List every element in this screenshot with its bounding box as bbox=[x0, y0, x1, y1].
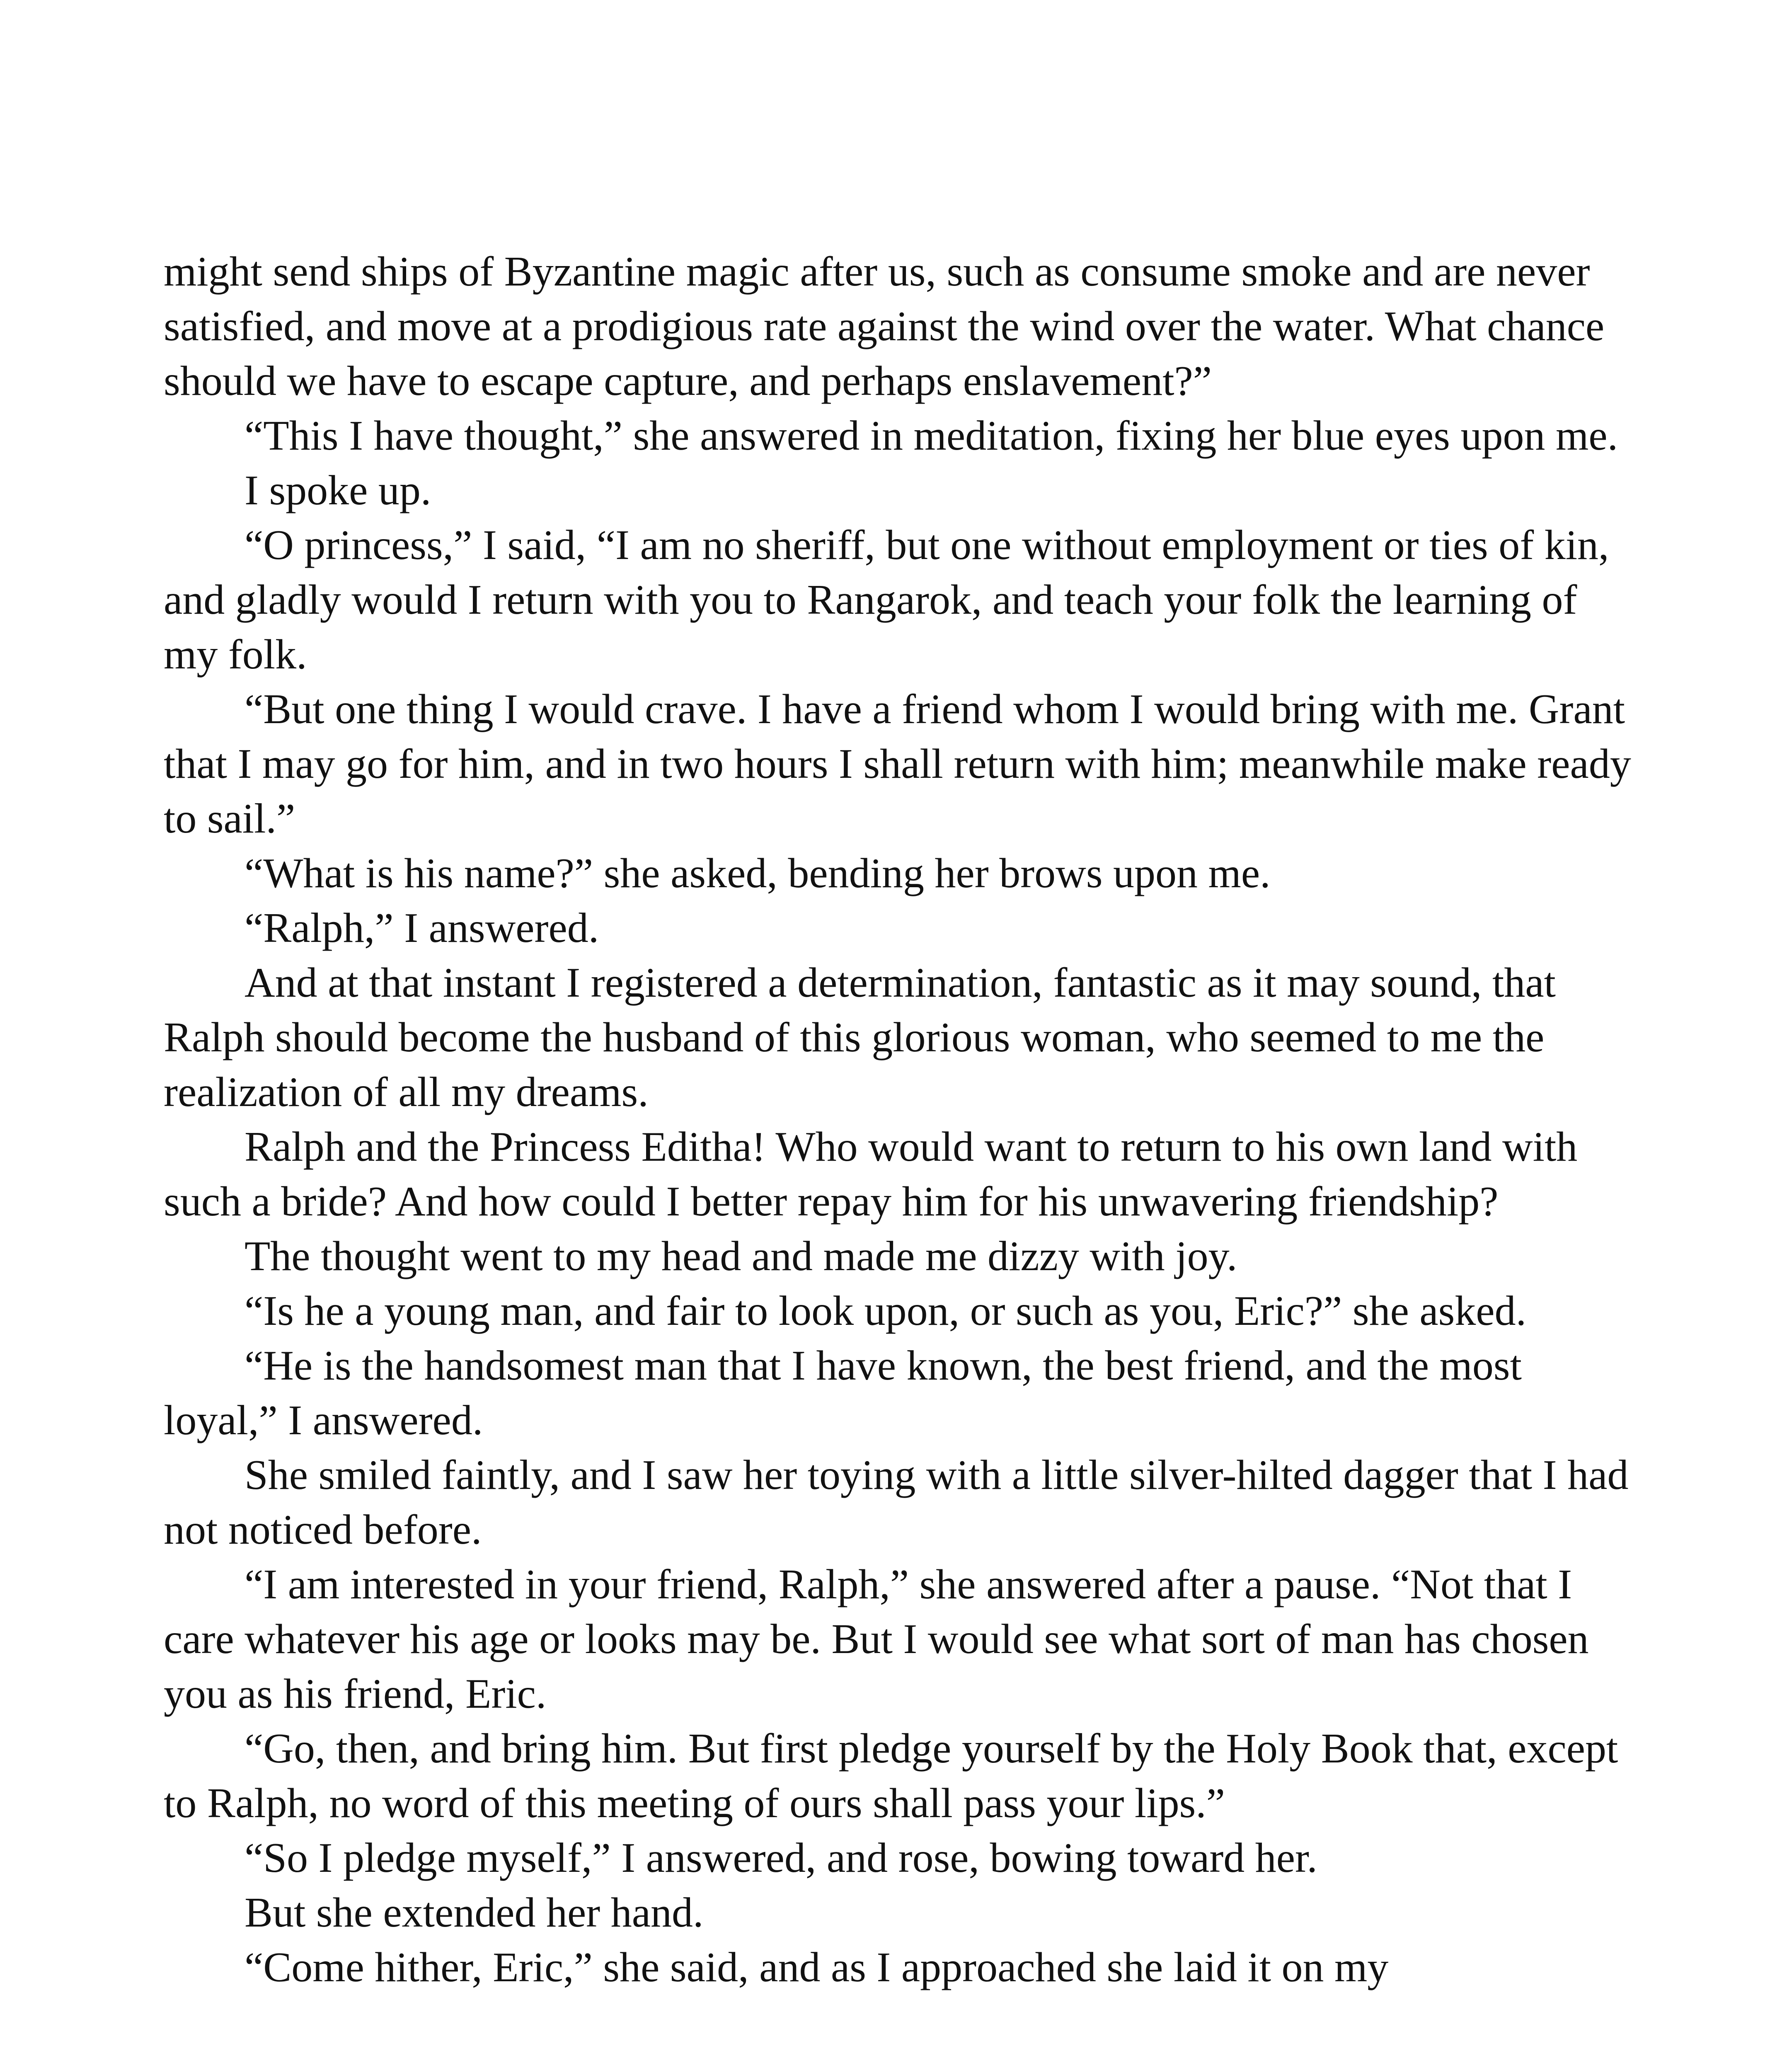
paragraph: “O princess,” I said, “I am no sheriff, but one without employment or ties of kin, and gladly would I return with you to Rangarok, and teach your folk the learning of my folk. bbox=[164, 522, 1609, 678]
paragraph: Ralph and the Princess Editha! Who would want to return to his own land with such a bride? And how could I better repay him for his unwavering friendship? bbox=[164, 1123, 1578, 1225]
paragraph: “What is his name?” she asked, bending her brows upon me. bbox=[245, 850, 1271, 897]
body-text bbox=[164, 244, 1639, 1995]
paragraph-last: “Come hither, Eric,” she said, and as I approached she laid it on my bbox=[245, 1944, 1389, 1991]
paragraph: And at that instant I registered a determination, fantastic as it may sound, that Ralph should become the husband of this glorious woman, who seemed to me the realization of all my dreams. bbox=[164, 959, 1556, 1116]
paragraph-continued: might send ships of Byzantine magic after us, such as consume smoke and are never satisfied, and move at a prodigious rate against the wind over the water. What chance should we have to escape capture, and perhaps enslavement?” bbox=[164, 248, 1605, 404]
paragraph: She smiled faintly, and I saw her toying with a little silver-hilted dagger that I had not noticed before. bbox=[164, 1452, 1629, 1553]
paragraph: “I am interested in your friend, Ralph,” she answered after a pause. “Not that I care whatever his age or looks may be. But I would see what sort of man has chosen you as his friend, Eric. bbox=[164, 1561, 1589, 1717]
paragraph: But she extended her hand. bbox=[245, 1889, 704, 1936]
paragraph: “But one thing I would crave. I have a friend whom I would bring with me. Grant that I may go for him, and in two hours I shall return with him; meanwhile make ready to sail.” bbox=[164, 686, 1631, 842]
paragraph: I spoke up. bbox=[245, 467, 431, 514]
paragraph: “This I have thought,” she answered in meditation, fixing her blue eyes upon me. bbox=[245, 412, 1618, 459]
paragraph: The thought went to my head and made me dizzy with joy. bbox=[245, 1233, 1237, 1280]
paragraph: “Is he a young man, and fair to look upon, or such as you, Eric?” she asked. bbox=[245, 1288, 1527, 1334]
paragraph: “Ralph,” I answered. bbox=[245, 905, 599, 951]
paragraph: “Go, then, and bring him. But first pledge yourself by the Holy Book that, except to Ralph, no word of this meeting of ours shall pass your lips.” bbox=[164, 1725, 1618, 1827]
paragraph: “He is the handsomest man that I have known, the best friend, and the most loyal,” I answered. bbox=[164, 1342, 1522, 1444]
paragraph: “So I pledge myself,” I answered, and rose, bowing toward her. bbox=[245, 1835, 1317, 1881]
